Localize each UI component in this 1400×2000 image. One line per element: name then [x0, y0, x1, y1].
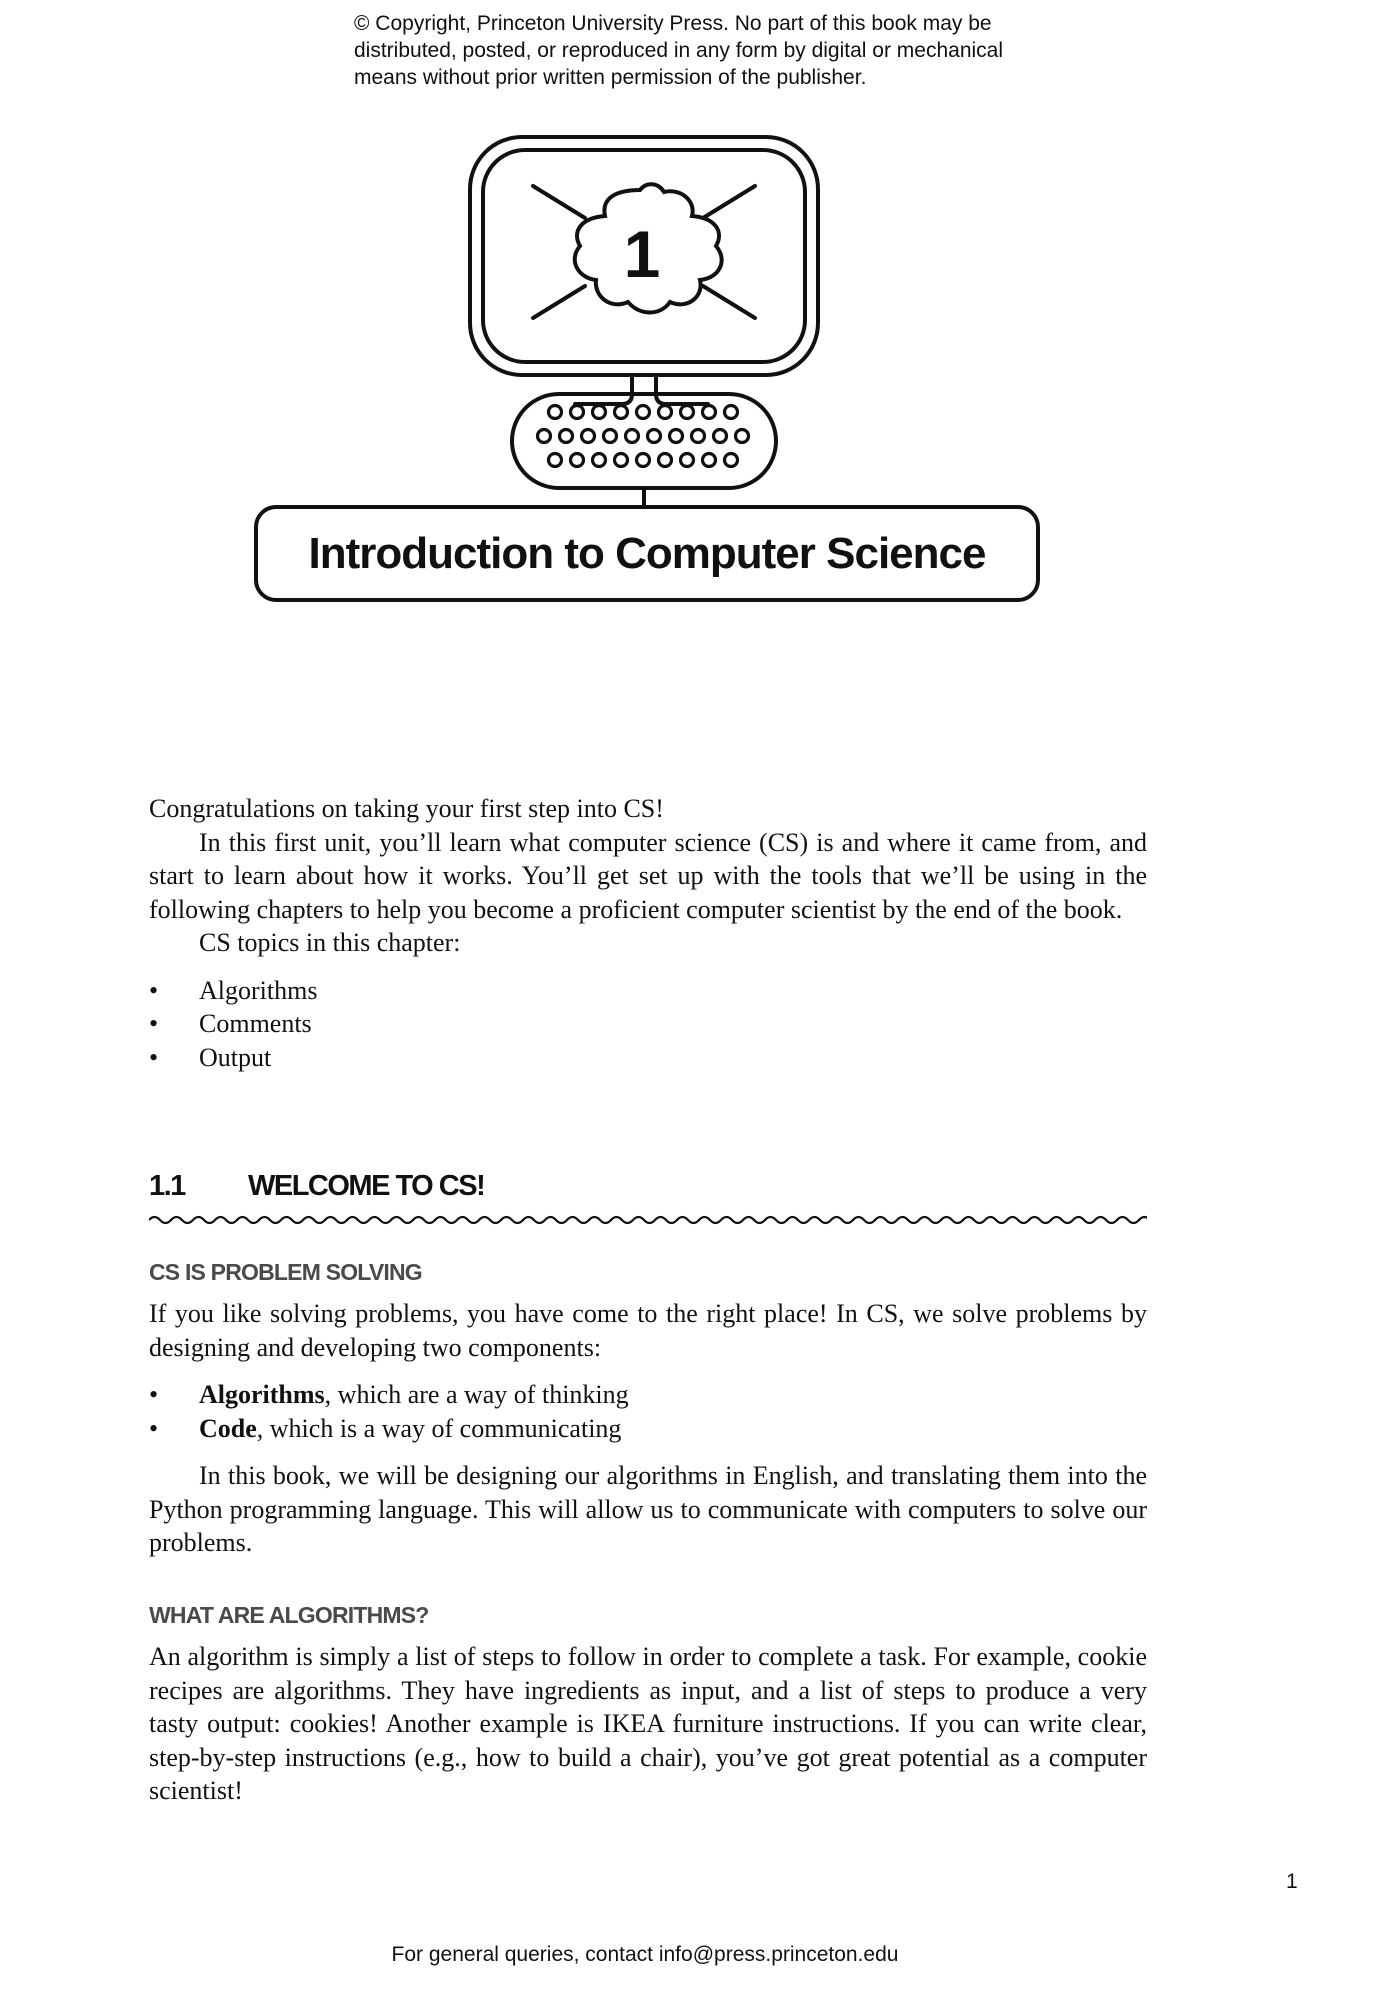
section-heading — [149, 1170, 1147, 1203]
intro-paragraph-3: CS topics in this chapter: — [199, 928, 461, 957]
list-item: • Output — [149, 1042, 272, 1072]
chapter-number: 1 — [623, 217, 661, 291]
section-title: WELCOME TO CS! — [248, 1170, 485, 1202]
list-item: • Code, which is a way of communicating — [149, 1413, 622, 1443]
chapter-title-box — [254, 505, 1040, 602]
subheading-problem-solving: CS IS PROBLEM SOLVING — [149, 1259, 422, 1285]
copyright-line-2: distributed, posted, or reproduced in any form by digital or mechanical — [354, 39, 1004, 62]
intro-paragraph-1: Congratulations on taking your first step into CS! — [149, 794, 664, 823]
intro-section — [149, 792, 1147, 1074]
components-list — [149, 1378, 1147, 1445]
wavy-divider — [149, 1212, 1147, 1228]
list-item: • Algorithms — [149, 975, 318, 1005]
problem-solving-section — [149, 1297, 1147, 1560]
topics-list — [149, 974, 1147, 1075]
copyright-notice — [354, 10, 1074, 91]
chapter-title: Introduction to Computer Science — [308, 528, 986, 578]
copyright-line-3: means without prior written permission of the publisher. — [354, 66, 867, 89]
algorithms-paragraph-1: An algorithm is simply a list of steps to follow in order to complete a task. For example, cookie recipes are algorithms. They have ingredients as input, and a list of steps to produce a very tasty output: cookies! Another example is IKEA furniture instructions. If you can write clear, step-by-step instructions (e.g., how to build a chair), you’ve got great potential as a computer scientist! — [149, 1642, 1147, 1805]
subheading-algorithms: WHAT ARE ALGORITHMS? — [149, 1602, 429, 1628]
intro-paragraph-2: In this first unit, you’ll learn what computer science (CS) is and where it came from, and start to learn about how it works. You’ll get set up with the tools that we’ll be using in the following chapters to help you become a proficient computer scientist by the end of the book. — [149, 827, 1147, 924]
list-item: • Comments — [149, 1009, 312, 1038]
copyright-line-1: © Copyright, Princeton University Press. No part of this book may be — [354, 12, 992, 35]
page-number: 1 — [1286, 1870, 1298, 1893]
algorithms-section — [149, 1640, 1147, 1808]
footer-contact: For general queries, contact info@press.princeton.edu — [391, 1943, 899, 1966]
section-number: 1.1 — [149, 1170, 185, 1202]
list-item: • Algorithms, which are a way of thinking — [149, 1380, 629, 1409]
problem-solving-paragraph-1: If you like solving problems, you have come to the right place! In CS, we solve problems by designing and developing two components: — [149, 1299, 1147, 1362]
problem-solving-paragraph-2: In this book, we will be designing our algorithms in English, and translating them into the Python programming language. This will allow us to communicate with computers to solve our problems. — [149, 1461, 1147, 1557]
